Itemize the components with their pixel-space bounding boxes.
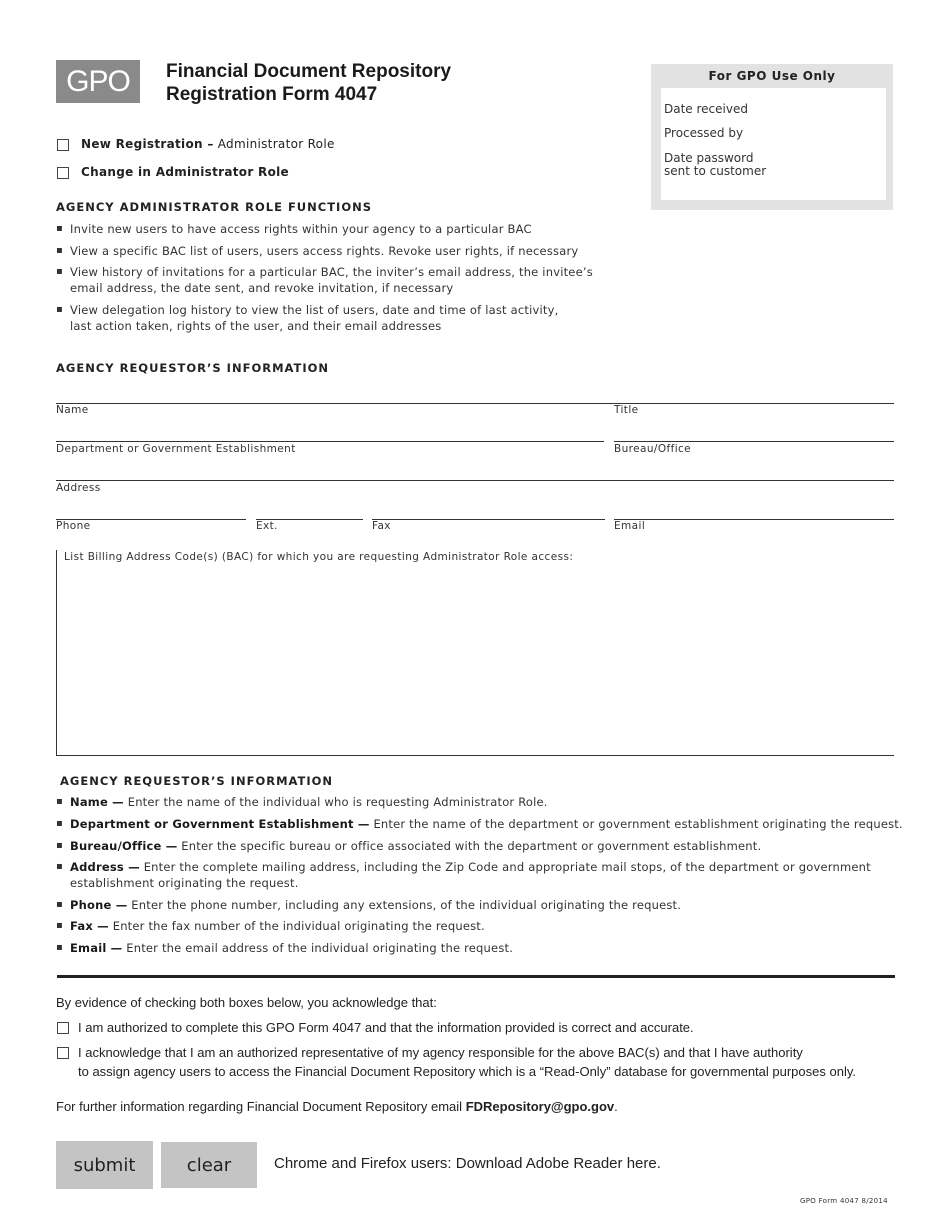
- bac-list-box[interactable]: [56, 550, 894, 756]
- representative-checkbox[interactable]: [57, 1047, 69, 1059]
- function-item-1: [56, 221, 656, 237]
- form-title-line2: Registration Form 4047: [166, 84, 378, 105]
- authorized-checkbox[interactable]: [57, 1022, 69, 1034]
- bullet-icon: ▪: [56, 942, 63, 953]
- acknowledge-intro: By evidence of checking both boxes below, you acknowledge that:: [56, 995, 437, 1010]
- new-registration-checkbox[interactable]: [57, 139, 69, 151]
- gpo-logo: GPO: [56, 60, 140, 103]
- instruction-term: Phone —: [70, 898, 128, 912]
- further-info-period: .: [614, 1099, 618, 1114]
- instruction-fax: [56, 918, 916, 934]
- date-received-label: Date received: [664, 102, 748, 116]
- title-rule: [614, 441, 894, 442]
- bureau-input[interactable]: [614, 457, 896, 481]
- instruction-desc: Enter the phone number, including any extensions, of the individual originating the request.: [127, 898, 682, 912]
- fax-label: Fax: [372, 520, 391, 532]
- gpo-use-only-title: For GPO Use Only: [708, 69, 836, 83]
- address-input[interactable]: [56, 496, 896, 520]
- gpo-use-only-box: [651, 64, 893, 210]
- title-label: Title: [614, 404, 639, 416]
- adobe-reader-link[interactable]: Chrome and Firefox users: Download Adobe Reader here.: [274, 1155, 661, 1172]
- department-input[interactable]: [56, 457, 606, 481]
- authorized-statement: I am authorized to complete this GPO Form 4047 and that the information provided is correct and accurate.: [78, 1020, 694, 1035]
- bureau-label: Bureau/Office: [614, 443, 692, 455]
- change-role-option: [81, 165, 289, 179]
- function-item-3: [56, 264, 656, 296]
- contact-email-link[interactable]: FDRepository@gpo.gov: [465, 1099, 615, 1114]
- instruction-phone: [56, 897, 916, 913]
- date-password-field[interactable]: [765, 163, 881, 179]
- date-received-field[interactable]: [747, 101, 881, 117]
- new-registration-option: [81, 137, 335, 151]
- bullet-icon: ▪: [56, 920, 63, 931]
- requestor-info-heading: AGENCY REQUESTOR’S INFORMATION: [56, 361, 330, 375]
- instruction-term: Department or Government Establishment —: [70, 817, 370, 831]
- bullet-icon: ▪: [56, 899, 63, 910]
- bullet-icon: ▪: [56, 304, 63, 315]
- bac-list-textarea[interactable]: [63, 568, 893, 754]
- form-number: GPO Form 4047 8/2014: [800, 1197, 888, 1205]
- further-info-text: For further information regarding Financial Document Repository email: [56, 1099, 466, 1114]
- title-input[interactable]: [614, 418, 896, 442]
- instruction-desc: Enter the name of the department or government establishment originating the request.: [369, 817, 903, 831]
- bullet-icon: ▪: [56, 840, 63, 851]
- instruction-bureau: [56, 838, 916, 854]
- fax-rule: [372, 519, 605, 520]
- form-top-rule: [56, 403, 894, 404]
- function-item-3-text-cont: email address, the date sent, and revoke invitation, if necessary: [70, 281, 454, 295]
- bac-list-label: List Billing Address Code(s) (BAC) for which you are requesting Administrator Role access:: [64, 551, 574, 563]
- instruction-email: [56, 940, 916, 956]
- email-rule: [614, 519, 894, 520]
- processed-by-field[interactable]: [747, 125, 881, 141]
- function-item-4-text-cont: last action taken, rights of the user, and their email addresses: [70, 319, 442, 333]
- role-functions-heading: AGENCY ADMINISTRATOR ROLE FUNCTIONS: [56, 200, 373, 214]
- bullet-icon: ▪: [56, 223, 63, 234]
- new-registration-role: Administrator Role: [213, 137, 335, 151]
- date-password-label-line2: sent to customer: [664, 164, 767, 178]
- email-label: Email: [614, 520, 646, 532]
- section-divider: [57, 975, 895, 978]
- name-input[interactable]: [56, 418, 606, 442]
- phone-label: Phone: [56, 520, 91, 532]
- instruction-name: [56, 794, 916, 810]
- bullet-icon: ▪: [56, 796, 63, 807]
- function-item-2-text: View a specific BAC list of users, users access rights. Revoke user rights, if necessary: [70, 244, 579, 258]
- change-role-label: Change in Administrator Role: [81, 165, 289, 179]
- change-role-checkbox[interactable]: [57, 167, 69, 179]
- function-item-4: [56, 302, 656, 334]
- instruction-term: Bureau/Office —: [70, 839, 178, 853]
- instruction-desc: Enter the email address of the individual originating the request.: [122, 941, 514, 955]
- processed-by-label: Processed by: [664, 126, 744, 140]
- instruction-desc: Enter the fax number of the individual originating the request.: [108, 919, 485, 933]
- bullet-icon: ▪: [56, 818, 63, 829]
- instruction-desc: Enter the complete mailing address, including the Zip Code and appropriate mail stops, of the department or government: [139, 860, 871, 874]
- bullet-icon: ▪: [56, 861, 63, 872]
- instruction-desc: Enter the specific bureau or office associated with the department or government establishment.: [177, 839, 762, 853]
- function-item-4-text: View delegation log history to view the list of users, date and time of last activity,: [70, 303, 559, 317]
- instruction-address: [56, 859, 916, 891]
- gpo-use-only-panel: [661, 88, 886, 200]
- function-item-2: [56, 243, 656, 259]
- department-label: Department or Government Establishment: [56, 443, 296, 455]
- bullet-icon: ▪: [56, 245, 63, 256]
- bullet-icon: ▪: [56, 266, 63, 277]
- form-title-line1: Financial Document Repository: [166, 61, 452, 82]
- representative-statement-line1: I acknowledge that I am an authorized representative of my agency responsible for the above BAC(s) and that I have authority: [78, 1045, 803, 1060]
- ext-label: Ext.: [256, 520, 278, 532]
- name-rule: [56, 441, 604, 442]
- function-item-3-text: View history of invitations for a particular BAC, the inviter’s email address, the invitee’s: [70, 265, 593, 279]
- name-label: Name: [56, 404, 89, 416]
- function-item-1-text: Invite new users to have access rights within your agency to a particular BAC: [70, 222, 532, 236]
- instruction-term: Fax —: [70, 919, 109, 933]
- instruction-term: Name —: [70, 795, 124, 809]
- department-rule: [56, 480, 894, 481]
- submit-button[interactable]: submit: [56, 1141, 153, 1189]
- new-registration-label: New Registration –: [81, 137, 214, 151]
- instructions-heading: AGENCY REQUESTOR’S INFORMATION: [60, 774, 334, 788]
- further-info: [56, 1097, 618, 1116]
- date-password-label-line1: Date password: [664, 151, 754, 165]
- address-label: Address: [56, 482, 101, 494]
- instruction-term: Email —: [70, 941, 123, 955]
- form-title: [166, 60, 451, 106]
- clear-button[interactable]: clear: [161, 1142, 257, 1188]
- instruction-desc: Enter the name of the individual who is requesting Administrator Role.: [123, 795, 548, 809]
- instruction-term: Address —: [70, 860, 140, 874]
- instruction-desc-cont: establishment originating the request.: [70, 876, 299, 890]
- instruction-department: [56, 816, 916, 832]
- representative-statement-line2: to assign agency users to access the Financial Document Repository which is a “Read-Only” database for governmental purposes only.: [78, 1064, 856, 1079]
